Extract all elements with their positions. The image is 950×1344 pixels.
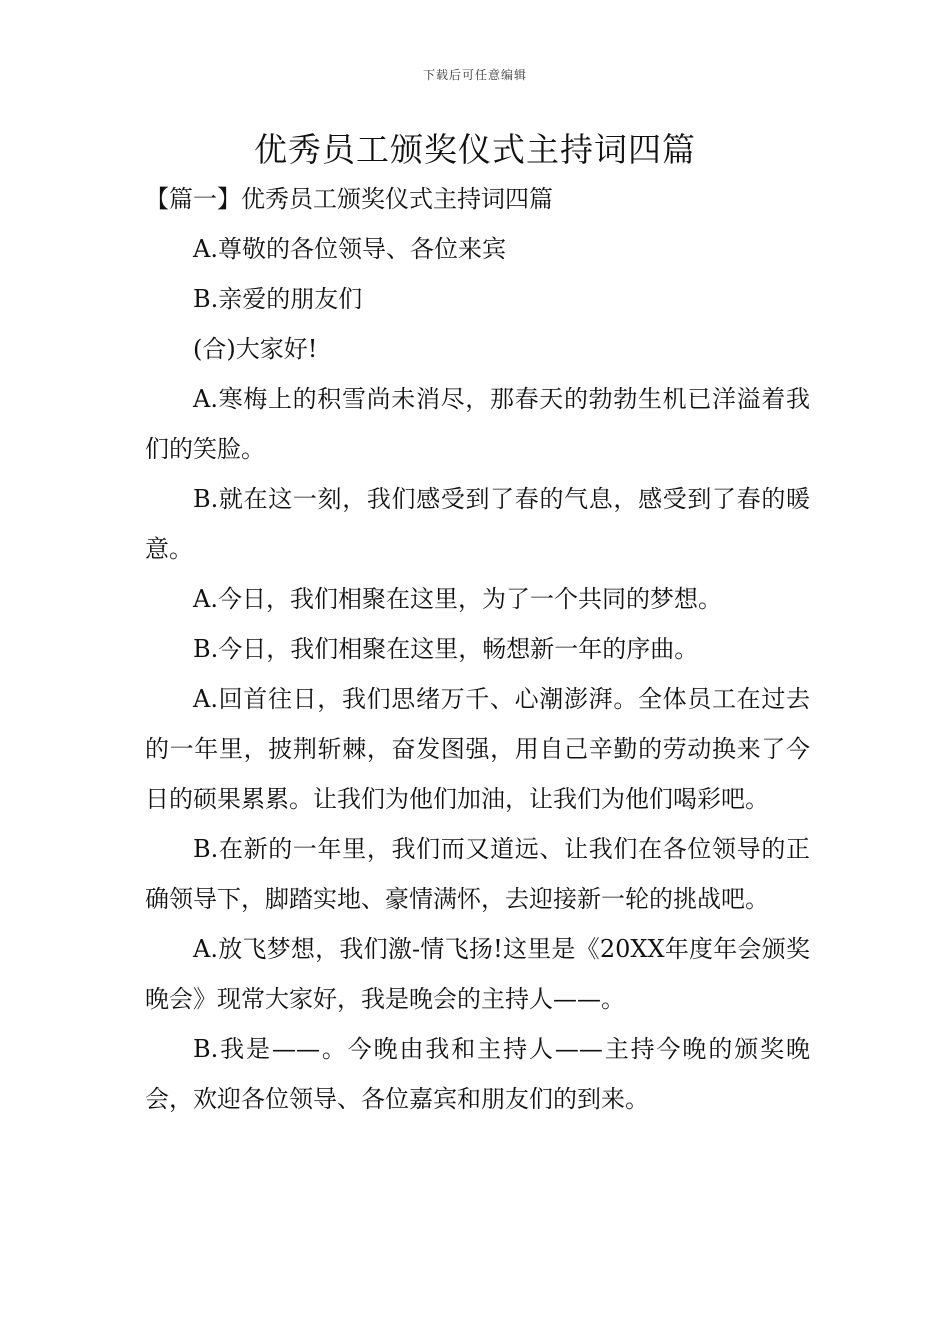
section-heading: 【篇一】优秀员工颁奖仪式主持词四篇 xyxy=(145,185,553,213)
document-body xyxy=(145,174,810,1124)
paragraph: B.在新的一年里，我们而又道远、让我们在各位领导的正确领导下，脚踏实地、豪情满怀，去迎接新一轮的挑战吧。 xyxy=(145,835,810,913)
paragraph: A.寒梅上的积雪尚未消尽，那春天的勃勃生机已洋溢着我们的笑脸。 xyxy=(145,385,810,463)
paragraph: A.尊敬的各位领导、各位来宾 xyxy=(193,235,506,263)
paragraph: (合)大家好! xyxy=(193,335,318,363)
document-title: 优秀员工颁奖仪式主持词四篇 xyxy=(254,130,696,169)
paragraph: A.放飞梦想，我们激-情飞扬!这里是《20XX年度年会颁奖晚会》现常大家好，我是晚会的主持人——。 xyxy=(145,935,810,1013)
paragraph: B.亲爱的朋友们 xyxy=(193,285,363,313)
paragraph: A.回首往日，我们思绪万千、心潮澎湃。全体员工在过去的一年里，披荆斩棘，奋发图强，用自己辛勤的劳动换来了今日的硕果累累。让我们为他们加油，让我们为他们喝彩吧。 xyxy=(145,685,810,813)
paragraph: B.今日，我们相聚在这里，畅想新一年的序曲。 xyxy=(193,635,699,663)
paragraph: A.今日，我们相聚在这里，为了一个共同的梦想。 xyxy=(193,585,722,613)
header-note: 下载后可任意编辑 xyxy=(422,68,527,82)
paragraph: B.我是——。今晚由我和主持人——主持今晚的颁奖晚会，欢迎各位领导、各位嘉宾和朋友们的到来。 xyxy=(145,1035,810,1113)
paragraph: B.就在这一刻，我们感受到了春的气息，感受到了春的暖意。 xyxy=(145,485,810,563)
